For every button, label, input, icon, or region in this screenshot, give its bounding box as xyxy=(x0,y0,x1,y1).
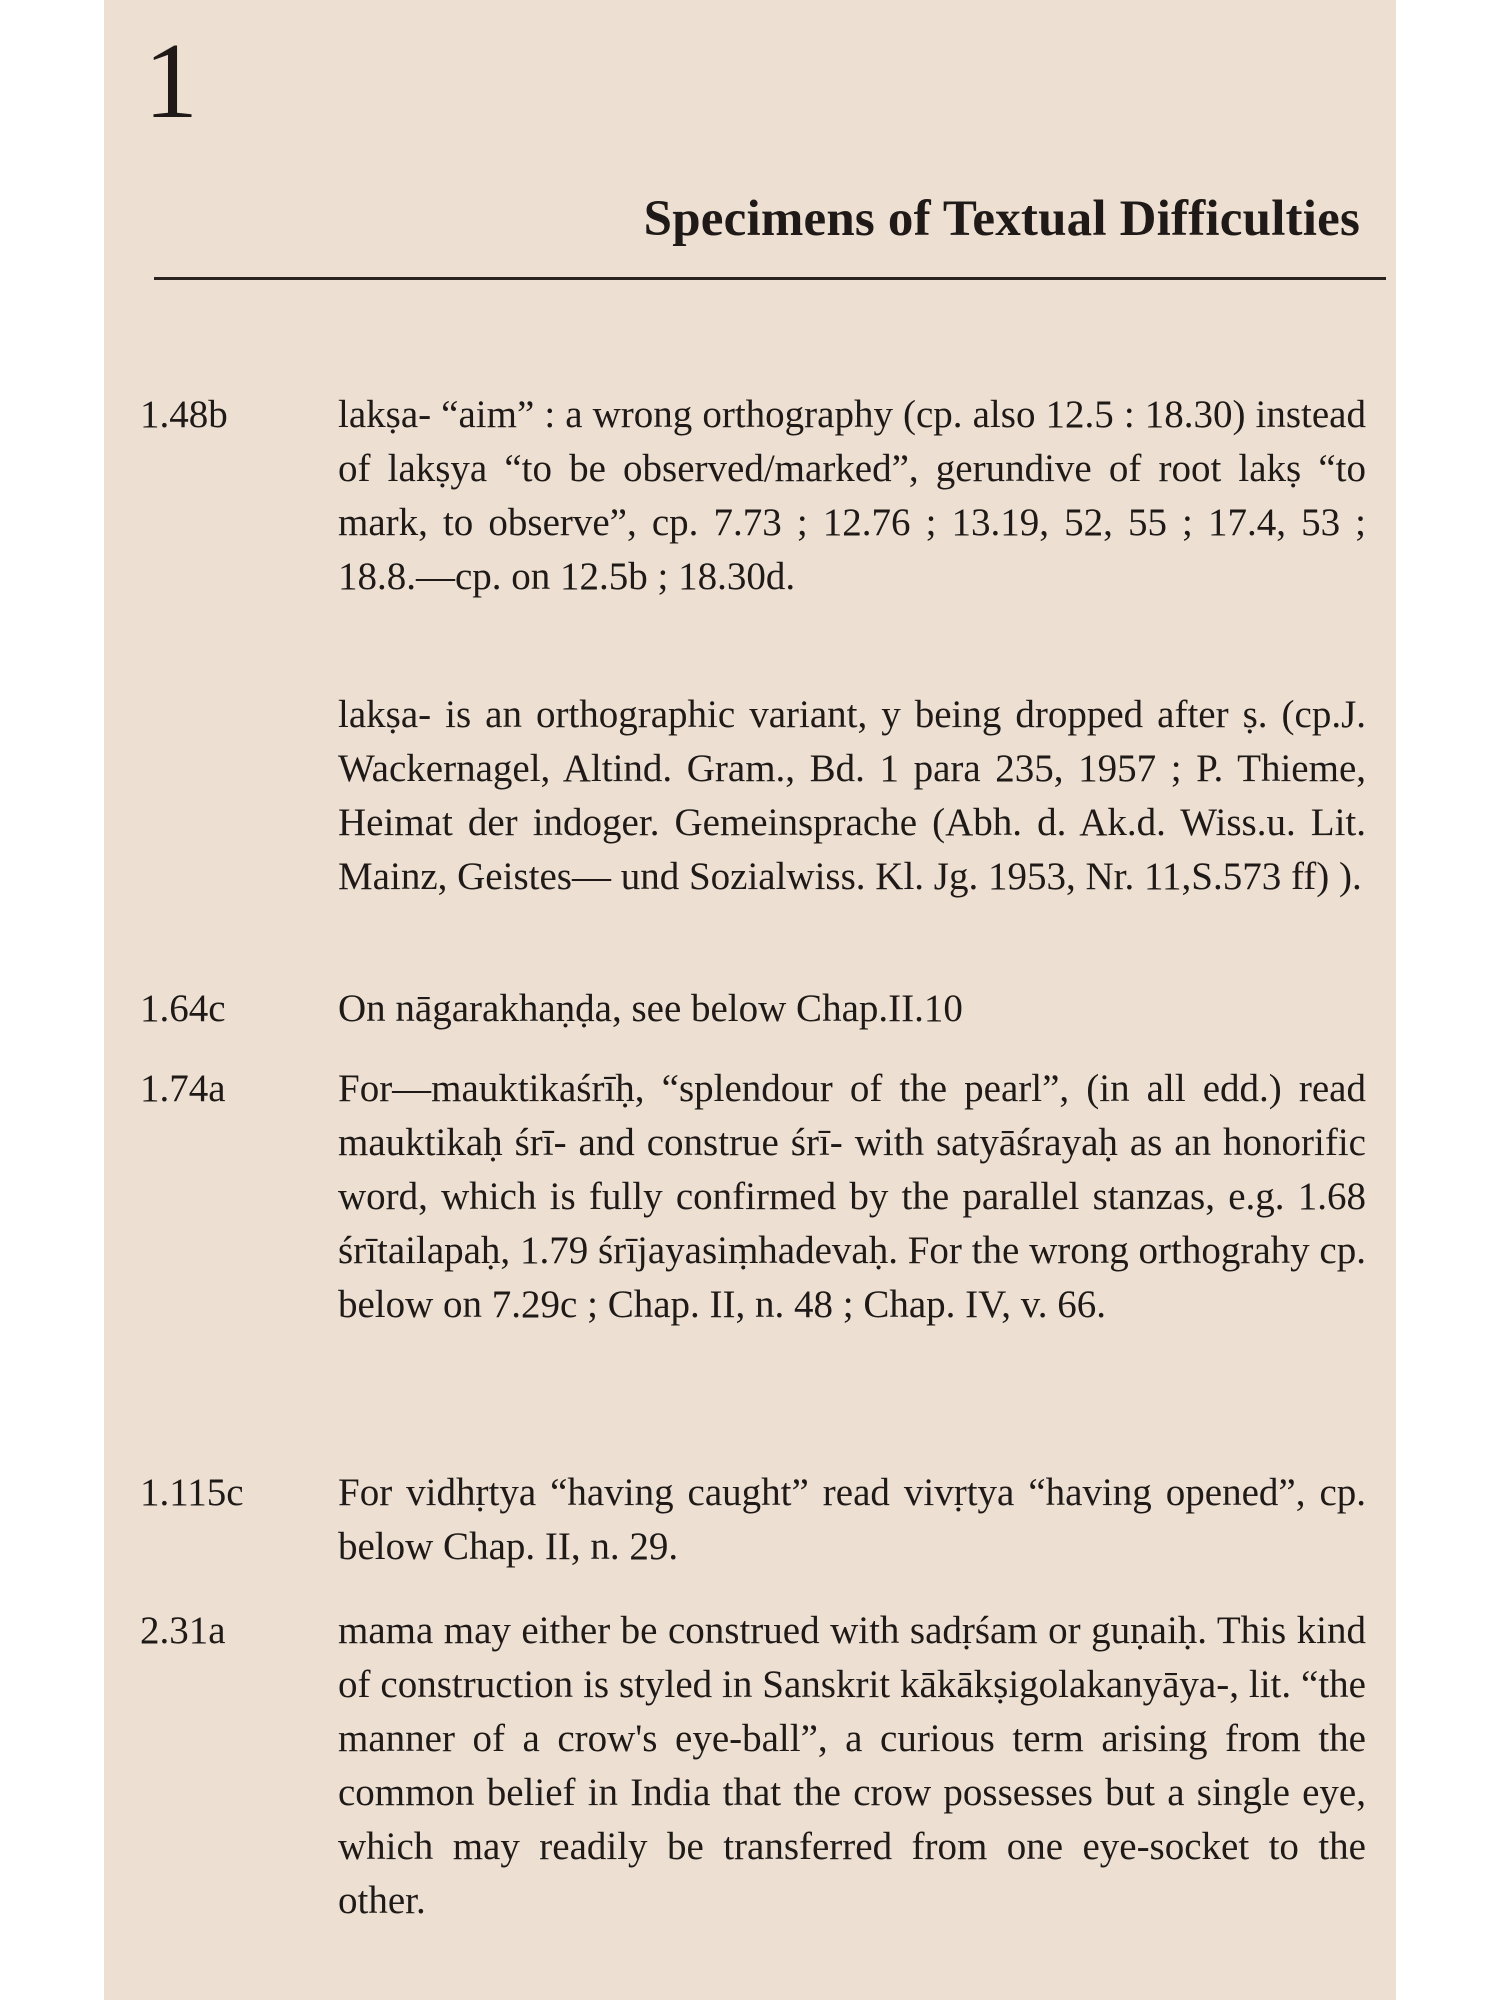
entry-ref: 1.64c xyxy=(140,987,226,1030)
entry-ref: 1.48b xyxy=(140,393,228,436)
entry-ref: 1.115c xyxy=(140,1471,244,1514)
book-page xyxy=(104,0,1396,2000)
entry-paragraph: On nāgarakhaṇḍa, see below Chap.II.10 xyxy=(338,987,963,1030)
entry-paragraph: lakṣa- “aim” : a wrong orthography (cp. also 12.5 : 18.30) instead of lakṣya “to be observed/marked”, gerundive of root lakṣ “to mark, to observe”, cp. 7.73 ; 12.76 ; 13.19, 52, 55 ; 17.4, 53 ; 18.8.—cp. on 12.5b ; 18.30d. xyxy=(338,393,1366,598)
entry-paragraph: lakṣa- is an orthographic variant, y being dropped after ṣ. (cp.J. Wackernagel, Altind. Gram., Bd. 1 para 235, 1957 ; P. Thieme, Heimat der indoger. Gemeinsprache (Abh. d. Ak.d. Wiss.u. Lit. Mainz, Geistes— und Sozialwiss. Kl. Jg. 1953, Nr. 11,S.573 ff) ). xyxy=(338,693,1366,898)
chapter-title: Specimens of Textual Difficulties xyxy=(643,191,1360,247)
chapter-number: 1 xyxy=(144,22,198,141)
entry-ref: 1.74a xyxy=(140,1067,226,1110)
entry-ref: 2.31a xyxy=(140,1609,226,1652)
entry-paragraph: mama may either be construed with sadṛśam or guṇaiḥ. This kind of construction is styled in Sanskrit kākākṣigolakanyāya-, lit. “the manner of a crow's eye-ball”, a curious term arising from the common belief in India that the crow possesses but a single eye, which may readily be transferred from one eye-socket to the other. xyxy=(338,1609,1366,1922)
entry-paragraph: For vidhṛtya “having caught” read vivṛtya “having opened”, cp. below Chap. II, n. 29. xyxy=(338,1471,1366,1568)
entry-paragraph: For—mauktikaśrīḥ, “splendour of the pearl”, (in all edd.) read mauktikaḥ śrī- and construe śrī- with satyāśrayaḥ as an honorific word, which is fully confirmed by the parallel stanzas, e.g. 1.68 śrītailapaḥ, 1.79 śrījayasiṃhadevaḥ. For the wrong orthograhy cp. below on 7.29c ; Chap. II, n. 48 ; Chap. IV, v. 66. xyxy=(338,1067,1366,1326)
title-rule xyxy=(154,277,1386,280)
